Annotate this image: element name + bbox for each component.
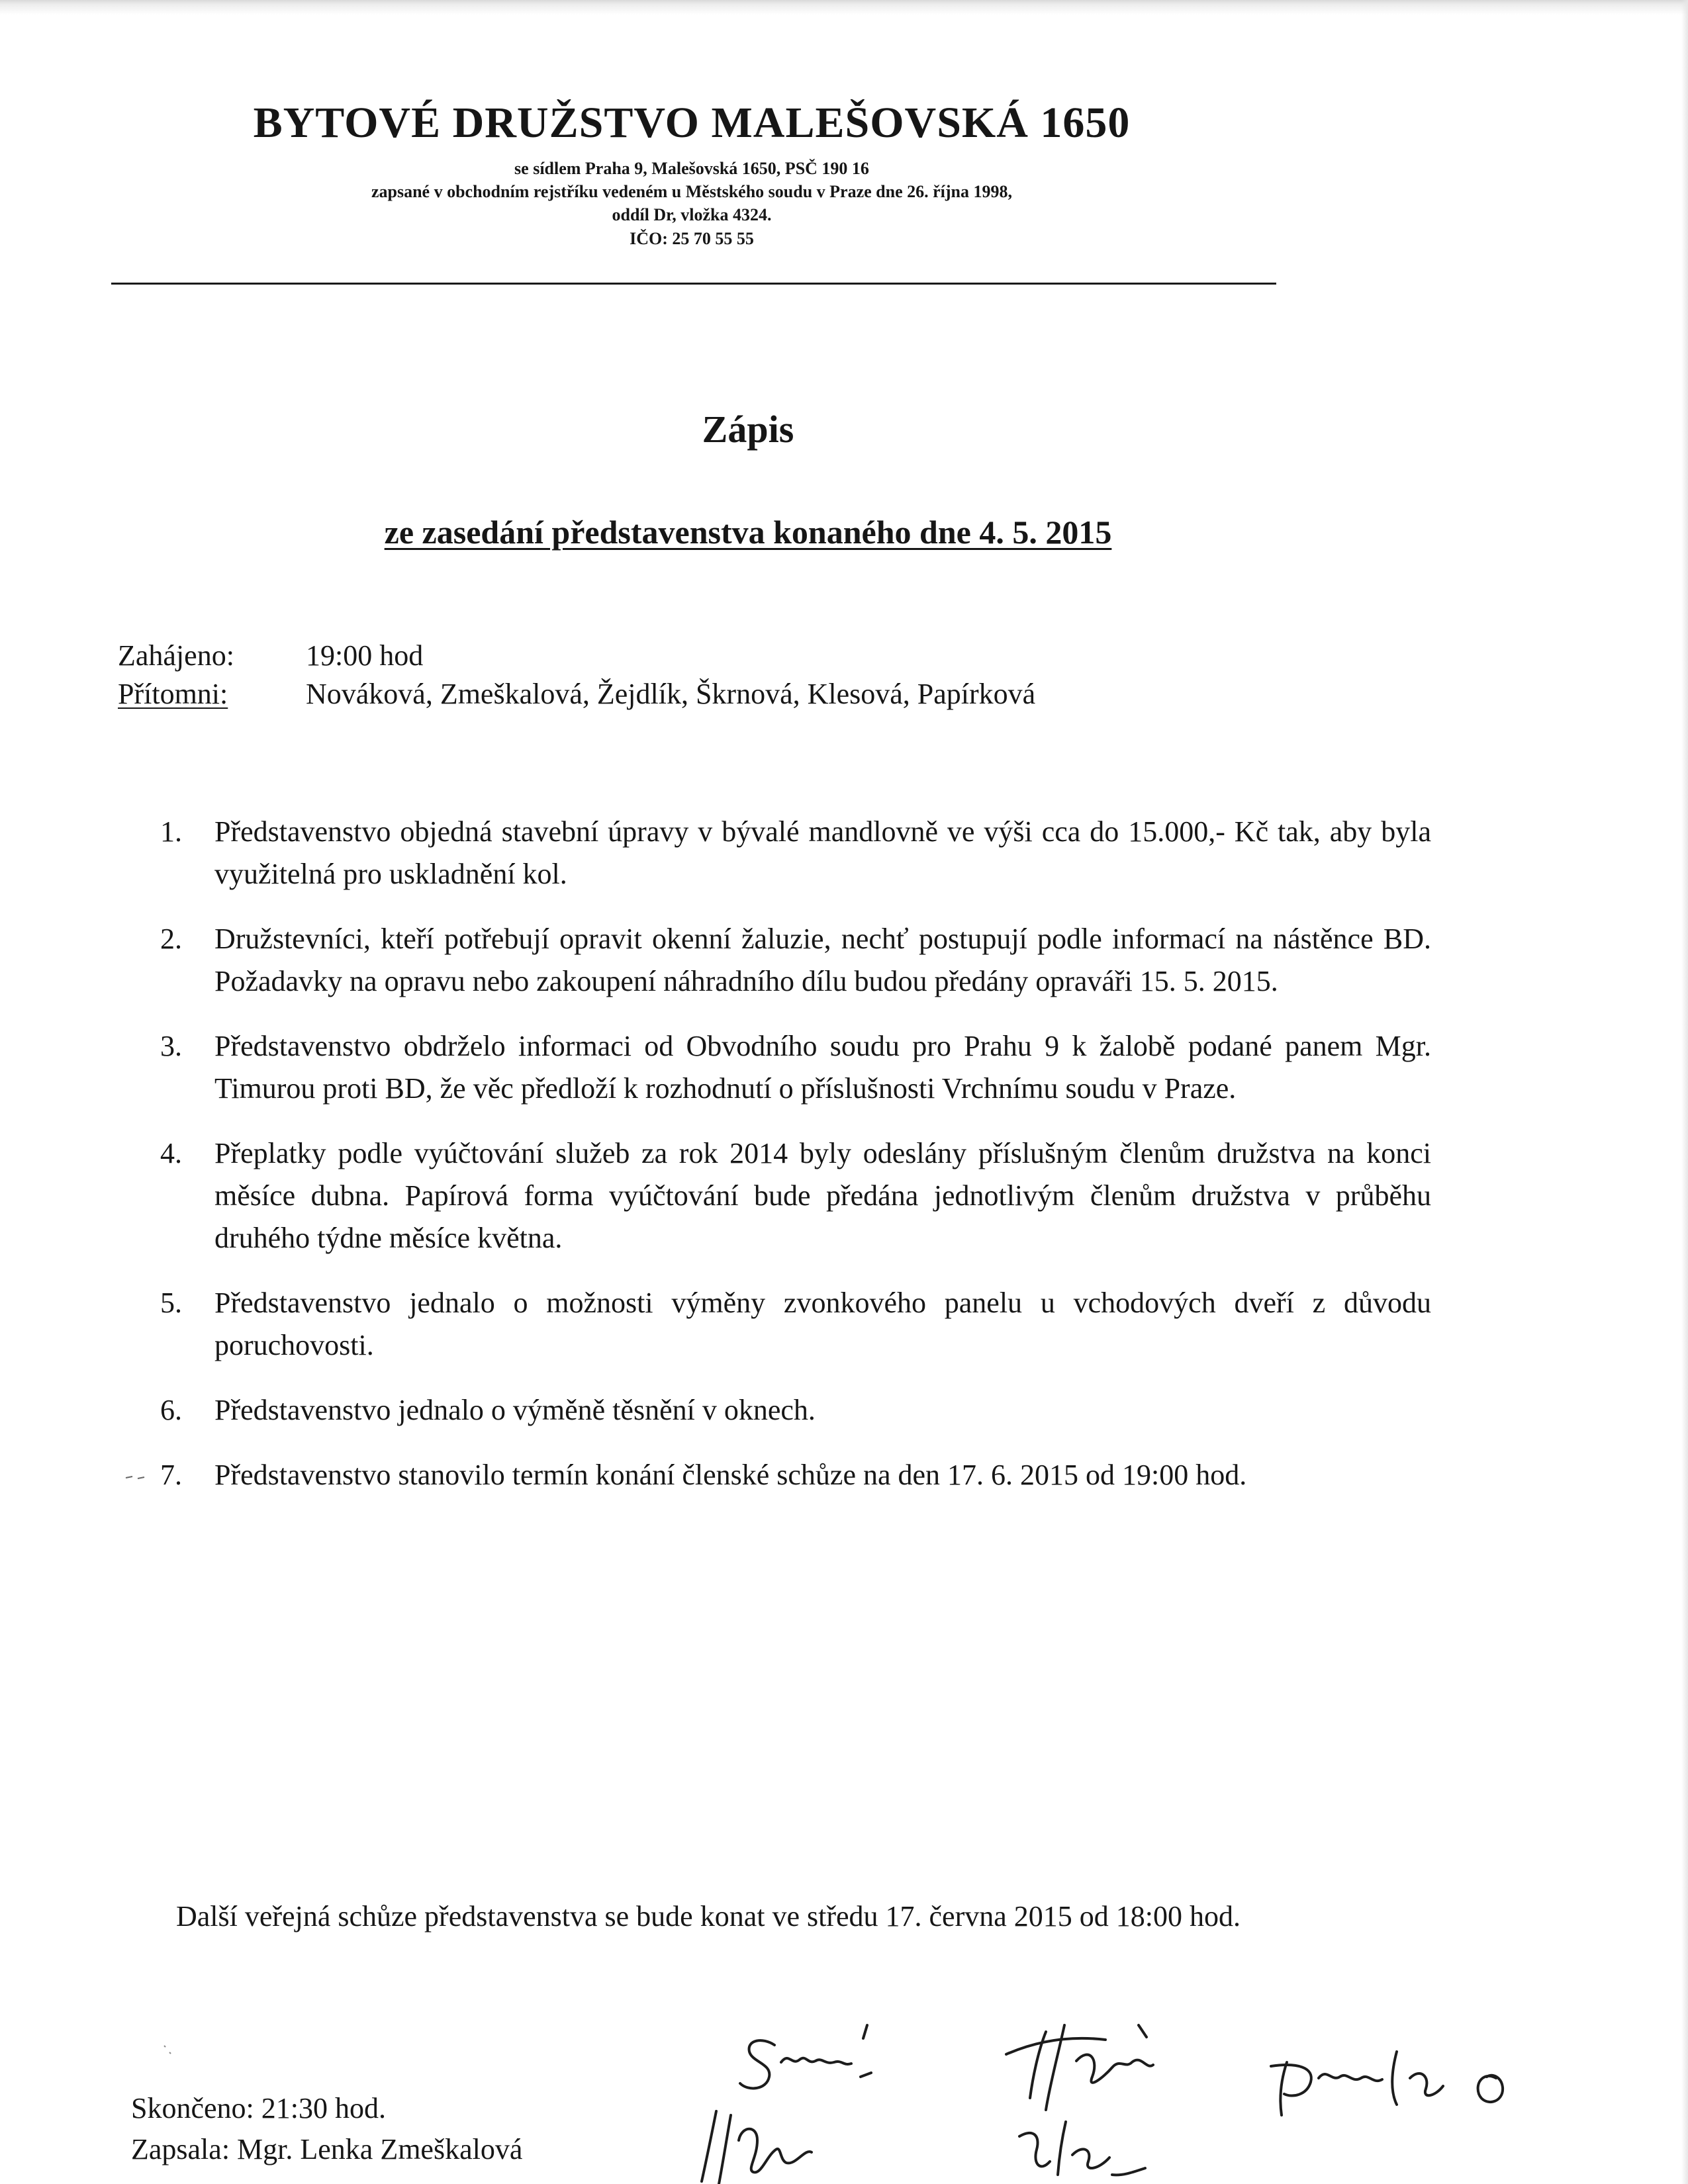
- item-number: 1.: [160, 815, 182, 848]
- item-number: 6.: [160, 1394, 182, 1426]
- list-item: [160, 1282, 1431, 1367]
- signature-2: [702, 2111, 812, 2184]
- handwritten-signatures: [675, 1999, 1549, 2184]
- scan-mark: [124, 1473, 147, 1482]
- item-text: Představenstvo obdrželo informaci od Obvodního soudu pro Prahu 9 k žalobě podané panem Mgr. Timurou proti BD, že věc předloží k rozhodnutí o příslušnosti Vrchnímu soudu v Praze.: [214, 1030, 1431, 1105]
- item-text: Představenstvo jednalo o možnosti výměny zvonkového panelu u vchodových dveří z důvodu poruchovosti.: [214, 1287, 1431, 1361]
- present-label: Přítomni:: [118, 678, 228, 710]
- item-text: Představenstvo objedná stavební úpravy v bývalé mandlovně ve výši cca do 15.000,- Kč tak, aby byla využitelná pro uskladnění kol.: [214, 815, 1431, 890]
- item-number: 3.: [160, 1030, 182, 1062]
- item-text: Přeplatky podle vyúčtování služeb za rok 2014 byly odeslány příslušným členům družstva na konci měsíce dubna. Papírová forma vyúčtování bude předána jednotlivým členům družstva v průběhu druhého týdne měsíce května.: [214, 1137, 1431, 1254]
- item-text: Představenstvo jednalo o výměně těsnění v oknech.: [214, 1394, 816, 1426]
- letterhead: [106, 99, 1278, 250]
- item-text: Družstevníci, kteří potřebují opravit okenní žaluzie, nechť postupují podle informací na nástěnce BD. Požadavky na opravu nebo zakoupení náhradního dílu budou předány opraváři 15. 5. 2015.: [214, 923, 1431, 997]
- registry-info: zapsané v obchodním rejstříku vedeném u Městského soudu v Praze dne 26. října 1998,: [371, 181, 1013, 201]
- recorded-by: Zapsala: Mgr. Lenka Zmeškalová: [131, 2133, 523, 2165]
- list-item: [160, 1132, 1431, 1259]
- item-number: 7.: [160, 1459, 182, 1491]
- item-text: Představenstvo stanovilo termín konání členské schůze na den 17. 6. 2015 od 19:00 hod.: [214, 1459, 1247, 1491]
- scan-mark: [159, 2042, 179, 2062]
- item-number: 5.: [160, 1287, 182, 1319]
- organization-address: se sídlem Praha 9, Malešovská 1650, PSČ 190 16: [514, 158, 869, 178]
- item-number: 2.: [160, 923, 182, 955]
- list-item: [160, 918, 1431, 1003]
- signature-3: [1006, 2025, 1153, 2175]
- list-item: [160, 1025, 1431, 1110]
- scan-right-edge: [1681, 0, 1688, 2184]
- list-item: [160, 1389, 1431, 1432]
- list-item: [160, 811, 1431, 895]
- document-title: Zápis: [702, 408, 794, 451]
- item-number: 4.: [160, 1137, 182, 1169]
- present-value: Nováková, Zmeškalová, Žejdlík, Škrnová, Klesová, Papírková: [306, 678, 1036, 710]
- started-label: Zahájeno:: [118, 639, 234, 672]
- next-meeting-note: Další veřejná schůze představenstva se bude konat ve středu 17. června 2015 od 18:00 hod.: [176, 1900, 1241, 1933]
- minutes-items: [160, 811, 1431, 1519]
- signature-4: [1271, 2052, 1503, 2115]
- ended-time: Skončeno: 21:30 hod.: [131, 2092, 386, 2124]
- header-divider: [111, 283, 1276, 285]
- started-value: 19:00 hod: [306, 639, 424, 672]
- list-item: [160, 1454, 1431, 1496]
- signature-1: [740, 2025, 871, 2088]
- scan-top-edge: [0, 0, 1688, 15]
- company-id: IČO: 25 70 55 55: [630, 228, 754, 248]
- document-subtitle: ze zasedání představenstva konaného dne 4. 5. 2015: [384, 514, 1112, 551]
- organization-name: BYTOVÉ DRUŽSTVO MALEŠOVSKÁ 1650: [253, 99, 1131, 147]
- registry-section: oddíl Dr, vložka 4324.: [612, 205, 772, 225]
